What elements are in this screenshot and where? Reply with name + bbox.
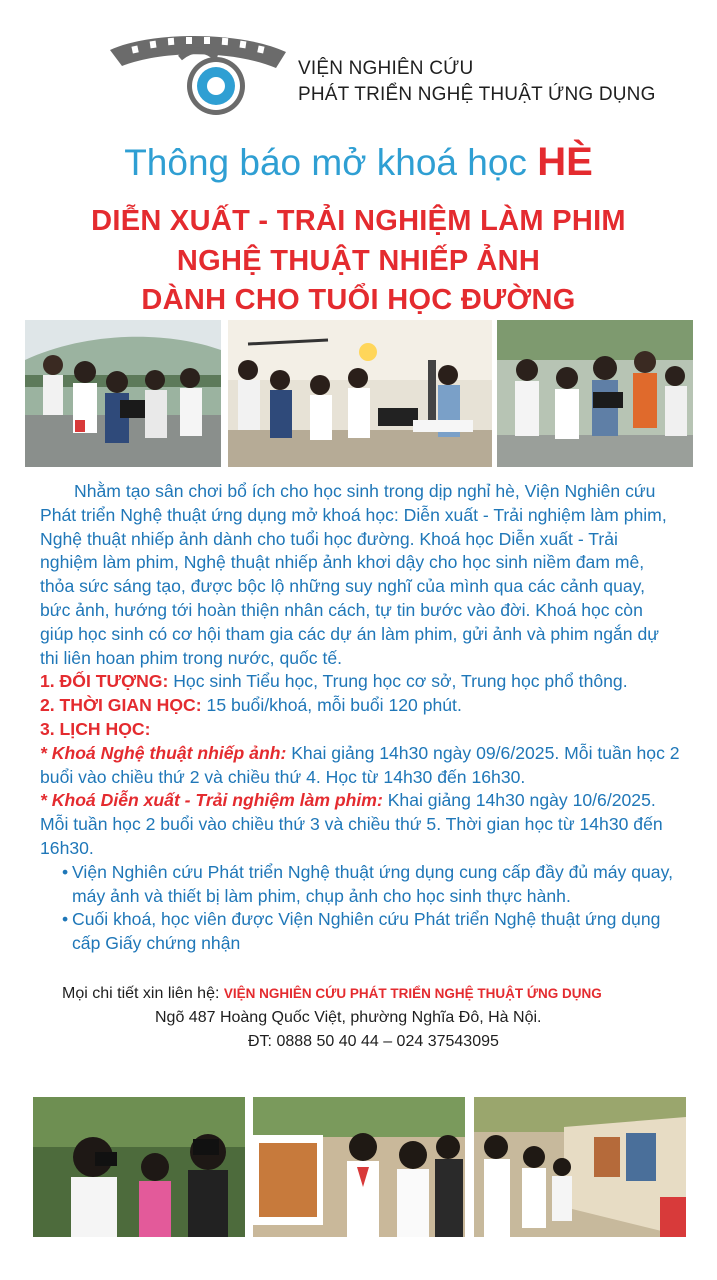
study-time-text: 15 buổi/khoá, mỗi buổi 120 phút. bbox=[201, 695, 462, 716]
benefits-list bbox=[40, 861, 680, 956]
photography-course-schedule bbox=[40, 742, 680, 790]
course-heading-photography: NGHỆ THUẬT NHIẾP ẢNH bbox=[176, 245, 541, 277]
target-audience-text: Học sinh Tiểu học, Trung học cơ sở, Trung học phổ thông. bbox=[168, 671, 628, 692]
course-description bbox=[40, 480, 680, 956]
photography-course-label: * Khoá Nghệ thuật nhiếp ảnh: bbox=[40, 742, 287, 763]
film-set-classroom-photo bbox=[228, 320, 492, 467]
course-heading-audience: DÀNH CHO TUỔI HỌC ĐƯỜNG bbox=[141, 284, 576, 316]
girls-taking-photos-photo bbox=[33, 1097, 245, 1237]
acting-course-label: * Khoá Diễn xuất - Trải nghiệm làm phim: bbox=[40, 790, 383, 811]
photo-exhibition-hallway-photo bbox=[474, 1097, 686, 1237]
students-filming-outdoors-photo bbox=[25, 320, 221, 467]
org-name-line-1: VIỆN NGHIÊN CỨU bbox=[298, 58, 474, 79]
contact-address: Ngõ 487 Hoàng Quốc Việt, phường Nghĩa Đô, Hà Nội. bbox=[155, 1009, 542, 1026]
study-time-line bbox=[40, 694, 680, 718]
acting-course-schedule bbox=[40, 789, 680, 860]
target-audience-label: 1. ĐỐI TƯỢNG: bbox=[40, 671, 169, 692]
contact-phone: ĐT: 0888 50 40 44 – 024 37543095 bbox=[248, 1033, 499, 1050]
contact-org-name: VIỆN NGHIÊN CỨU PHÁT TRIỂN NGHỆ THUẬT ỨNG DỤNG bbox=[223, 986, 602, 1001]
intro-paragraph: Nhằm tạo sân chơi bổ ích cho học sinh trong dịp nghỉ hè, Viện Nghiên cứu Phát triển Nghệ thuật ứng dụng mở khoá học: Diễn xuất - Trải nghiệm làm phim, Nghệ thuật nhiếp ảnh dành cho tuổi học đường. Khoá học Diễn xuất - Trải nghiệm làm phim, Nghệ thuật nhiếp ảnh khơi dậy cho học sinh niềm đam mê, thỏa sức sáng tạo, được bộc lộ những suy nghĩ của mình qua các cảnh quay, bức ảnh, hướng tới hoàn thiện nhân cách, tự tin bước vào đời. Khoá học còn giúp học sinh có cơ hội tham gia các dự án làm phim, gửi ảnh và phim ngắn dự thi liên hoan phim trong nước, quốc tế. bbox=[40, 481, 667, 668]
list-item: • Viện Nghiên cứu Phát triển Nghệ thuật ứng dụng cung cấp đầy đủ máy quay, máy ảnh và thiết bị làm phim, chụp ảnh cho học sinh thực hành. bbox=[72, 861, 680, 909]
title-prefix: Thông báo mở khoá học bbox=[124, 142, 527, 183]
course-announcement-title bbox=[0, 140, 717, 185]
study-time-label: 2. THỜI GIAN HỌC: bbox=[40, 695, 202, 716]
schedule-line bbox=[40, 718, 680, 742]
photography-course-text: Khai giảng 14h30 ngày 09/6/2025. Mỗi tuần học 2 buổi vào chiều thứ 2 và chiều thứ 4. Học từ 14h30 đến 16h30. bbox=[40, 742, 680, 787]
course-heading-acting: DIỄN XUẤT - TRẢI NGHIỆM LÀM PHIM bbox=[91, 205, 626, 237]
students-viewing-exhibition-photo bbox=[253, 1097, 465, 1237]
organization-name bbox=[298, 56, 656, 108]
title-accent: HÈ bbox=[537, 140, 593, 184]
contact-lead: Mọi chi tiết xin liên hệ: bbox=[62, 985, 224, 1002]
schedule-label: 3. LỊCH HỌC: bbox=[40, 718, 151, 739]
eye-film-reel-logo bbox=[108, 28, 288, 128]
contact-info bbox=[0, 982, 717, 1054]
contact-lead-line bbox=[0, 982, 717, 1006]
students-with-camera-photo bbox=[497, 320, 693, 467]
acting-course-text: Khai giảng 14h30 ngày 10/6/2025. Mỗi tuần học 2 buổi vào chiều thứ 3 và chiều thứ 5. Thời gian học từ 14h30 đến 16h30. bbox=[40, 790, 663, 858]
target-audience-line bbox=[40, 670, 680, 694]
list-item: • Cuối khoá, học viên được Viện Nghiên cứu Phát triển Nghệ thuật ứng dụng cấp Giấy chứng nhận bbox=[72, 908, 680, 956]
org-name-line-2: PHÁT TRIỂN NGHỆ THUẬT ỨNG DỤNG bbox=[298, 84, 656, 105]
